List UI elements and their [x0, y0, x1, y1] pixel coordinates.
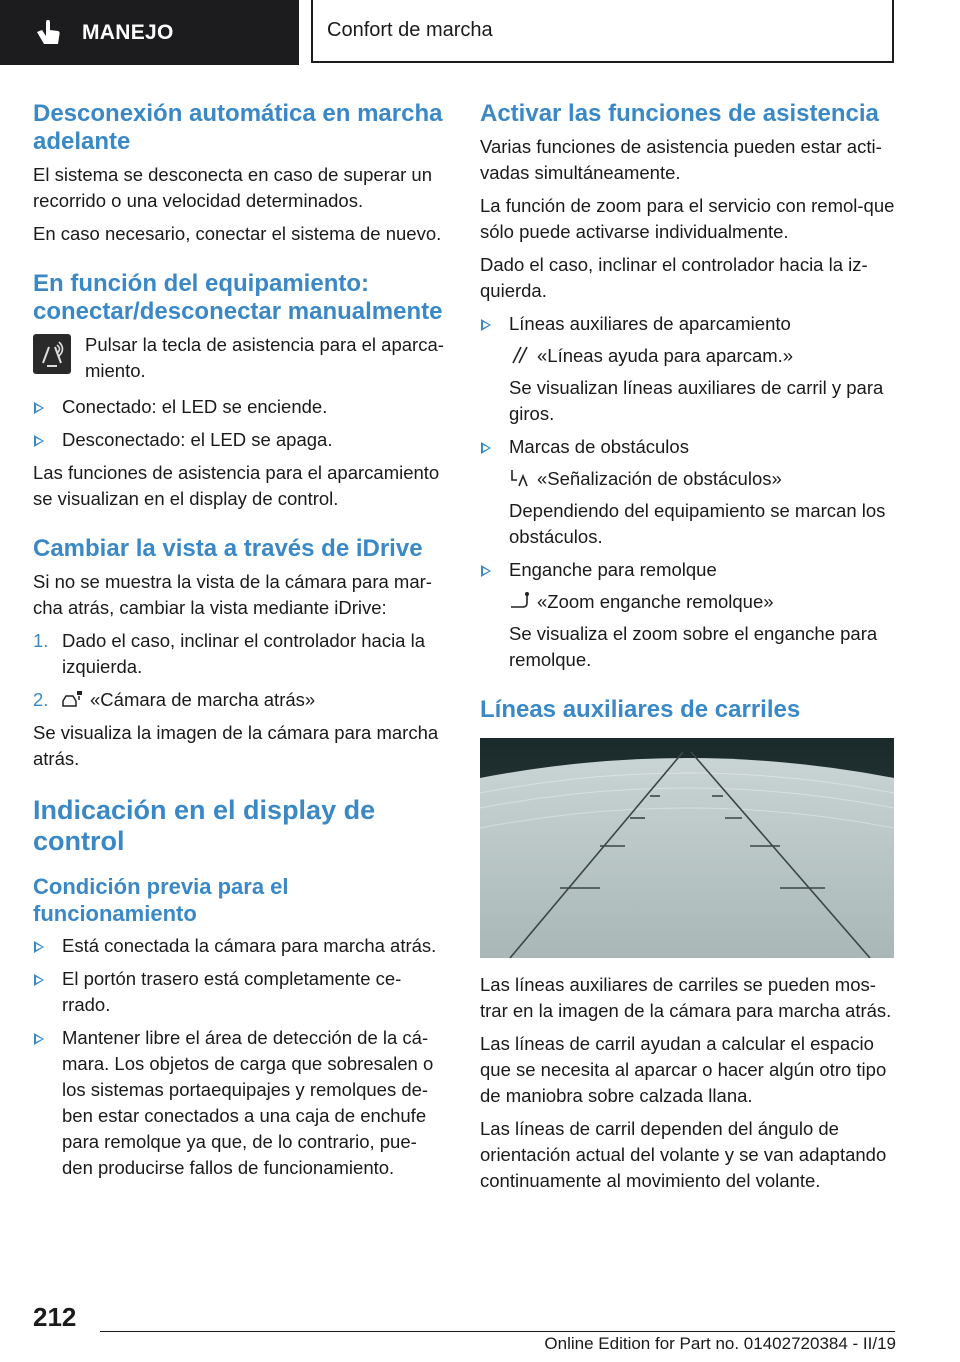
- chapter-tab: [311, 0, 894, 63]
- list-item: Está conectada la cámara para marcha atrás.: [33, 933, 447, 959]
- obstacle-marks-icon: [509, 468, 531, 488]
- section-title: MANEJO: [82, 20, 174, 44]
- led-list: [33, 394, 447, 453]
- paragraph: Las líneas auxiliares de carriles se pueden mos-trar en la imagen de la cámara para marcha atrás.: [480, 974, 892, 1021]
- list-item: Líneas auxiliares de aparcamiento «Líneas ayuda para aparcam.» Se visualizan líneas auxiliares de carril y para giros.: [480, 311, 896, 427]
- rear-camera-icon: [62, 689, 84, 709]
- heading-precondition: Condición previa para el funcionamiento: [33, 874, 289, 926]
- left-column: [33, 100, 447, 1188]
- paragraph: Las líneas de carril ayudan a calcular el espacio que se necesita al aparcar o hacer algún otro tipo de maniobra sobre calzada llana.: [480, 1033, 887, 1106]
- heading-lanes: Líneas auxiliares de carriles: [480, 696, 801, 723]
- chapter-title: Confort de marcha: [327, 19, 493, 41]
- parking-assist-button-icon: [33, 334, 71, 374]
- paragraph: El sistema se desconecta en caso de superar un recorrido o una velocidad determinados.: [33, 164, 433, 211]
- heading-manual: En función del equipamiento: conectar/desconectar manualmente: [33, 270, 443, 325]
- heading-idrive: Cambiar la vista a través de iDrive: [33, 535, 423, 562]
- list-item: El portón trasero está completamente ce-rrado.: [33, 966, 447, 1018]
- paragraph: Las funciones de asistencia para el aparcamiento se visualizan en el display de control.: [33, 462, 440, 509]
- paragraph: La función de zoom para el servicio con remol-que sólo puede activarse individualmente.: [480, 195, 895, 242]
- paragraph: En caso necesario, conectar el sistema de nuevo.: [33, 223, 442, 244]
- right-column: [480, 100, 896, 1201]
- tow-hitch-icon: [509, 591, 531, 611]
- page-number: 212: [33, 1302, 77, 1332]
- paragraph: Dado el caso, inclinar el controlador hacia la iz-quierda.: [480, 254, 868, 301]
- idrive-steps: [33, 628, 447, 713]
- list-item: Conectado: el LED se enciende.: [33, 394, 447, 420]
- list-item: 1. Dado el caso, inclinar el controlador hacia la izquierda.: [33, 630, 426, 677]
- footer-divider: [100, 1331, 895, 1332]
- steering-hand-icon: [28, 13, 68, 53]
- precondition-list: [33, 933, 447, 1181]
- list-item: 2. «Cámara de marcha atrás»: [33, 689, 316, 710]
- paragraph: Varias funciones de asistencia pueden estar acti-vadas simultáneamente.: [480, 136, 882, 183]
- section-tab: [0, 0, 299, 65]
- assist-button-instruction: [33, 332, 447, 384]
- assist-functions-list: [480, 311, 896, 673]
- paragraph: Pulsar la tecla de asistencia para el aparca-miento.: [85, 334, 444, 381]
- parking-lines-icon: [509, 345, 531, 365]
- heading-auto-off: Desconexión automática en marcha adelante: [33, 100, 443, 155]
- list-item: Mantener libre el área de detección de la cá-mara. Los objetos de carga que sobresalen o los sistemas portaequipajes y remolques de-ben estar conectados a una caja de enchufe para remolque ya que, de lo contrario, pue-den producirse fallos de funcionamiento.: [33, 1025, 447, 1181]
- paragraph: Si no se muestra la vista de la cámara para mar-cha atrás, cambiar la vista mediante iDrive:: [33, 571, 432, 618]
- lane-lines-image: [480, 738, 894, 958]
- edition-text: Online Edition for Part no. 01402720384 - II/19: [544, 1334, 896, 1353]
- list-item: Desconectado: el LED se apaga.: [33, 427, 447, 453]
- paragraph: Se visualiza la imagen de la cámara para marcha atrás.: [33, 722, 439, 769]
- heading-activate: Activar las funciones de asistencia: [480, 100, 879, 127]
- list-item: Enganche para remolque «Zoom enganche remolque» Se visualiza el zoom sobre el enganche para remolque.: [480, 557, 896, 673]
- paragraph: Las líneas de carril dependen del ángulo de orientación actual del volante y se van adaptando continuamente al movimiento del volante.: [480, 1118, 887, 1191]
- list-item: Marcas de obstáculos «Señalización de obstáculos» Dependiendo del equipamiento se marcan los obstáculos.: [480, 434, 896, 550]
- heading-display: Indicación en el display de control: [33, 795, 376, 856]
